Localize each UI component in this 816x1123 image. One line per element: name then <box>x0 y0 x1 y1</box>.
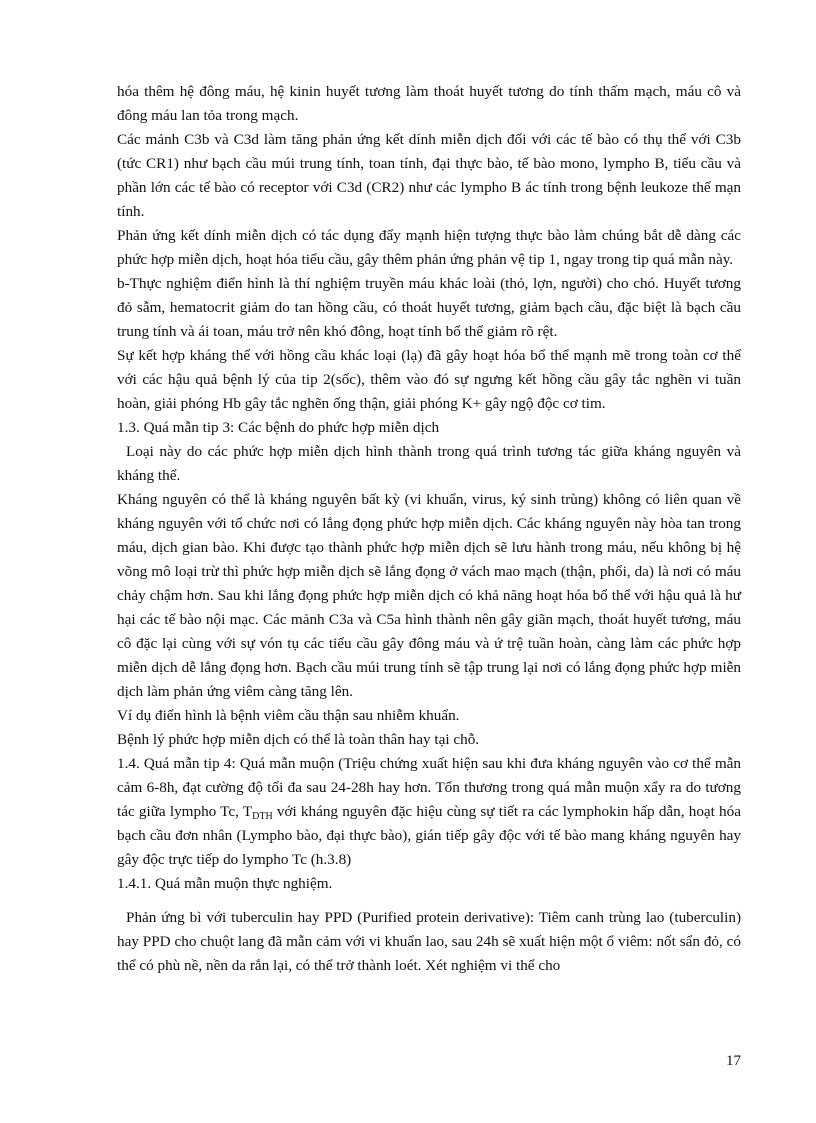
section-heading: 1.3. Quá mẫn tip 3: Các bệnh do phức hợp miễn dịch <box>117 419 440 436</box>
paragraph: Các mảnh C3b và C3d làm tăng phản ứng kết dính miễn dịch đối với các tế bào có thụ thể với C3b (tức CR1) như bạch cầu múi trung tính, toan tính, đại thực bào, tế bào mono, lympho B, tiểu cầu và phần lớn các tế bào có receptor với C3d (CR2) như các lympho B ác tính trong bệnh leukoze thể mạn tính. <box>117 131 741 220</box>
page-number: 17 <box>726 1053 741 1069</box>
paragraph: Bệnh lý phức hợp miễn dịch có thể là toàn thân hay tại chỗ. <box>117 731 480 748</box>
text-run: với kháng nguyên đặc hiệu cùng sự tiết ra các lymphokin hấp dẫn, hoạt hóa bạch cầu đơn nhân (Lympho bào, đại thực bào), gián tiếp gây độc với tế bào mang kháng nguyên hay gây độc trực tiếp do lympho Tc (h.3.8) <box>117 803 741 868</box>
section-heading-paragraph <box>117 752 741 872</box>
paragraph: Ví dụ điển hình là bệnh viêm cầu thận sau nhiễm khuẩn. <box>117 707 460 724</box>
paragraph: Phản ứng bì với tuberculin hay PPD (Purified protein derivative): Tiêm canh trùng lao (tuberculin) hay PPD cho chuột lang đã mẫn cảm với vi khuẩn lao, sau 24h sẽ xuất hiện một ổ viêm: nốt sẩn đỏ, có thể có phù nề, nền da rắn lại, có thể trở thành loét. Xét nghiệm vi thể cho <box>117 909 741 974</box>
paragraph: b-Thực nghiệm điển hình là thí nghiệm truyền máu khác loài (thỏ, lợn, người) cho chó. Huyết tương đỏ sẫm, hematocrit giảm do tan hồng cầu, có thoát huyết tương, giảm bạch cầu, đặc biệt là bạch cầu trung tính và ái toan, máu trở nên khó đông, hoạt tính bổ thể giảm rõ rệt. <box>117 275 741 340</box>
paragraph: Sự kết hợp kháng thể với hồng cầu khác loại (lạ) đã gây hoạt hóa bổ thể mạnh mẽ trong toàn cơ thể với các hậu quả bệnh lý của tip 2(sốc), thêm vào đó sự ngưng kết hồng cầu gây tắc nghẽn vi tuần hoàn, giải phóng Hb gây tắc nghẽn ống thận, giải phóng K+ gây ngộ độc cơ tim. <box>117 347 741 412</box>
paragraph: Loại này do các phức hợp miễn dịch hình thành trong quá trình tương tác giữa kháng nguyên và kháng thể. <box>117 443 741 484</box>
text-run: 1.4. Quá mẫn tip 4: Quá mẫn muộn (Triệu chứng xuất hiện sau khi đưa kháng nguyên vào cơ thể mẫn cảm 6-8h, đạt cường độ tối đa sau 24-28h hay hơn. Tổn thương trong quá mẫn muộn xẩy ra do tương tác giữa lympho Tc, T <box>117 755 741 820</box>
paragraph: hóa thêm hệ đông máu, hệ kinin huyết tương làm thoát huyết tương do tính thấm mạch, máu cô và đông máu lan tỏa trong mạch. <box>117 83 741 124</box>
page-body <box>117 80 741 978</box>
subscript: DTH <box>252 811 273 822</box>
subsection-heading: 1.4.1. Quá mẫn muộn thực nghiệm. <box>117 875 333 892</box>
paragraph: Kháng nguyên có thể là kháng nguyên bất kỳ (vi khuẩn, virus, ký sinh trùng) không có liên quan về kháng nguyên với tổ chức nơi có lắng đọng phức hợp miễn dịch. Các kháng nguyên này hòa tan trong máu, dịch gian bào. Khi được tạo thành phức hợp miễn dịch sẽ lưu hành trong máu, nếu không bị hệ võng mô loại trừ thì phức hợp miễn dịch sẽ lắng đọng ở vách mao mạch (thận, phổi, da) là nơi có máu chảy chậm hơn. Sau khi lắng đọng phức hợp miễn dịch có khả năng hoạt hóa bổ thể với hậu quả là hư hại các tế bào nội mạc. Các mảnh C3a và C5a hình thành nên gây giãn mạch, thoát huyết tương, máu cô đặc lại cùng với sự vón tụ các tiểu cầu gây đông máu và ứ trệ tuần hoàn, càng làm các phức hợp miễn dịch dễ lắng đọng hơn. Bạch cầu múi trung tính sẽ tập trung lại nơi có lắng đọng phức hợp miễn dịch làm phản ứng viêm càng tăng lên. <box>117 491 741 700</box>
paragraph: Phản ứng kết dính miễn dịch có tác dụng đẩy mạnh hiện tượng thực bào làm chúng bắt dễ dàng các phức hợp miễn dịch, hoạt hóa tiểu cầu, gây thêm phản ứng phản vệ tip 1, ngay trong tip quá mẫn này. <box>117 227 741 268</box>
